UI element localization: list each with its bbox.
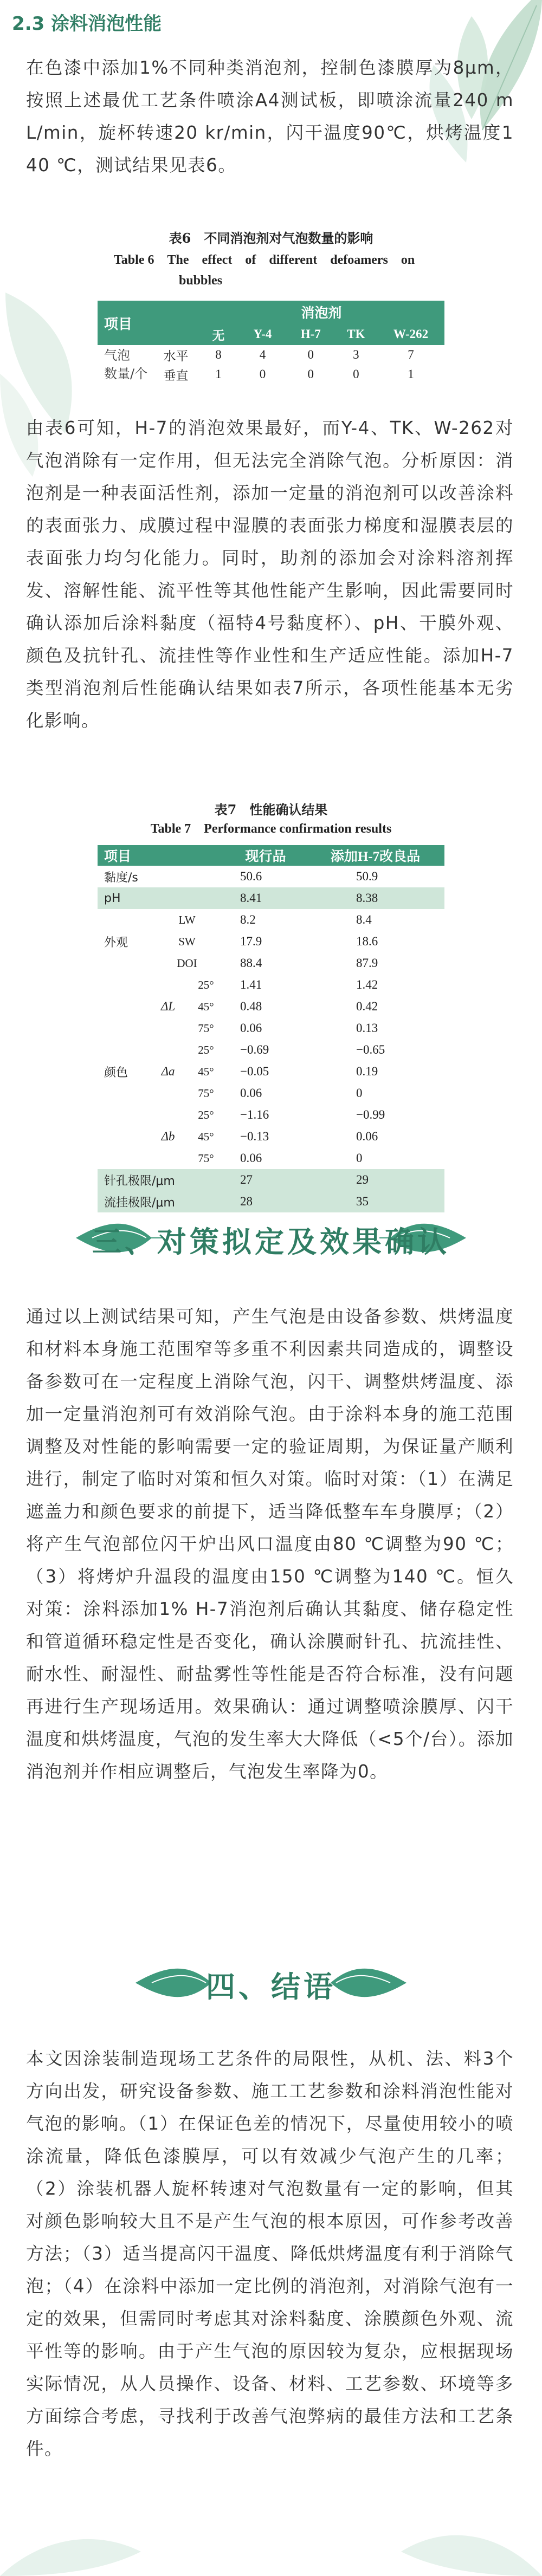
paragraph-2: 由表6可知，H-7的消泡效果最好，而Y-4、TK、W-262对气泡消除有一定作用，但无法完全消除气泡。分析原因：消泡剂是一种表面活性剂，添加一定量的消泡剂可以改善涂料的表面张力、成膜过程中湿膜的表面张力梯度和湿膜表层的表面张力均匀化能力。同时，助剂的添加会对涂料溶剂挥发、溶解性能、流平性等其他性能产生影响，因此需要同时确认添加后涂料黏度（福特4号黏度杯）、pH、干膜外观、颜色及抗针孔、流挂性等作业性和生产适应性能。添加H-7类型消泡剂后性能确认结果如表7所示，各项性能基本无劣化影响。 (26, 418, 514, 731)
table7-improved-value: 0 (356, 1086, 363, 1100)
table7-current-value: −0.69 (240, 1043, 269, 1056)
table7-delta-label: Δb (161, 1130, 175, 1143)
table6-cell: 8 (215, 348, 222, 361)
table6-col: 无 (212, 328, 225, 342)
table7-header-improved: 添加H-7改良品 (330, 849, 421, 864)
table7-delta-label: Δa (161, 1065, 175, 1078)
table6-cell: 4 (259, 348, 266, 361)
table7-label: 针孔极限/μm (104, 1174, 175, 1188)
table6-cell: 0 (353, 367, 359, 381)
table6-col: W-262 (393, 327, 429, 341)
table6-row-label-line1: 气泡 (104, 348, 130, 363)
table7-improved-value: 0 (356, 1151, 363, 1165)
table7-current-value: 8.41 (240, 891, 262, 905)
table6-header-group: 消泡剂 (301, 306, 342, 321)
table6-cell: 0 (259, 367, 266, 381)
table6-cell: 3 (353, 348, 359, 361)
table6-col: Y-4 (253, 327, 272, 341)
table7-current-value: 8.2 (240, 913, 256, 926)
table7-current-value: 0.06 (240, 1151, 262, 1165)
table6-row-label-line2: 数量/个 (104, 366, 148, 381)
table7-group-label: 外观 (104, 936, 128, 950)
paragraph-3: 通过以上测试结果可知，产生气泡是由设备参数、烘烤温度和材料本身施工范围窄等多重不利因素共同造成的，调整设备参数可在一定程度上消除气泡，闪干、调整烘烤温度、添加一定量消泡剂可有效消除气泡。由于涂料本身的施工范围调整及对性能的影响需要一定的验证周期，为保证量产顺利进行，制定了临时对策和恒久对策。临时对策：（1）在满足遮盖力和颜色要求的前提下，适当降低整车车身膜厚；（2）将产生气泡部位闪干炉出风口温度由80 ℃调整为90 ℃；（3）将烤炉升温段的温度由150 ℃调整为140 ℃。恒久对策：涂料添加1% H-7消泡剂后确认其黏度、储存稳定性和管道循环稳定性是否变化，确认涂膜耐针孔、抗流挂性、耐水性、耐湿性、耐盐雾性等性能是否符合标准，没有问题再进行生产现场适用。效果确认：通过调整喷涂膜厚、闪干温度和烘烤温度，气泡的发生率大大降低（<5个/台）。添加消泡剂并作相应调整后，气泡发生率降为0。 (26, 1306, 514, 1782)
table7-row (98, 1169, 444, 1191)
table6-col: TK (347, 327, 365, 341)
table7-angle: 75° (198, 1021, 214, 1035)
paragraph-1: 在色漆中添加1%不同种类消泡剂，控制色漆膜厚为8μm，按照上述最优工艺条件喷涂A4测试板，即喷涂流量240 mL/min，旋杯转速20 kr/min，闪干温度90℃，烘烤温度140 ℃，测试结果见表6。 (26, 57, 514, 176)
heading-3: 三、对策拟定及效果确认 (92, 1224, 450, 1259)
table7-sub-label: SW (178, 935, 196, 948)
table6-sub-label: 垂直 (163, 368, 189, 383)
table6-row-horizontal (98, 345, 444, 365)
section-title: 2.3 涂料消泡性能 (12, 13, 162, 35)
table7-improved-value: 29 (356, 1173, 369, 1186)
table6-cell: 1 (408, 367, 414, 381)
table7-improved-value: 50.9 (356, 870, 378, 883)
table7-angle: 25° (198, 1043, 214, 1056)
heading-4: 四、结语 (206, 1969, 336, 2004)
table7-current-value: 50.6 (240, 870, 262, 883)
table7-current-value: 0.06 (240, 1021, 262, 1035)
table6-cell: 7 (408, 348, 414, 361)
table7-improved-value: 87.9 (356, 956, 378, 970)
table6-caption-en-line2: bubbles (179, 274, 223, 288)
table7-improved-value: 18.6 (356, 935, 378, 948)
table7-current-value: −0.13 (240, 1130, 269, 1143)
table7-current-value: 1.41 (240, 978, 262, 991)
table7-label: pH (104, 891, 121, 905)
table7-improved-value: −0.65 (356, 1043, 385, 1056)
table7-row (98, 887, 444, 909)
table7-angle: 45° (198, 1130, 214, 1143)
table7-current-value: 0.48 (240, 1000, 262, 1013)
table7-row (98, 931, 444, 952)
table7-improved-value: 0.06 (356, 1130, 378, 1143)
table7-current-value: 0.06 (240, 1086, 262, 1100)
table7-group-label: 颜色 (104, 1066, 128, 1080)
table7-delta-label: ΔL (160, 1000, 176, 1013)
table7-header-current: 现行品 (245, 849, 286, 864)
table7-improved-value: 0.13 (356, 1021, 378, 1035)
table6-sub-label: 水平 (163, 349, 189, 364)
table7-row (98, 952, 444, 974)
paragraph-4: 本文因涂装制造现场工艺条件的局限性，从机、法、料3个方向出发，研究设备参数、施工工艺参数和涂料消泡性能对气泡的影响。（1）在保证色差的情况下，尽量使用较小的喷涂流量，降低色漆膜厚，可以有效减少气泡产生的几率；（2）涂装机器人旋杯转速对气泡数量有一定的影响，但其对颜色影响较大且不是产生气泡的根本原因，可作参考改善方法；（3）适当提高闪干温度、降低烘烤温度有利于消除气泡；（4）在涂料中添加一定比例的消泡剂，对消除气泡有一定的效果，但需同时考虑其对涂料黏度、涂膜颜色外观、流平性等的影响。由于产生气泡的原因较为复杂，应根据现场实际情况，从人员操作、设备、材料、工艺参数、环境等多方面综合考虑，寻找利于改善气泡弊病的最佳方法和工艺条件。 (26, 2048, 514, 2459)
table7-improved-value: 0.19 (356, 1065, 378, 1078)
table7-current-value: 88.4 (240, 956, 262, 970)
table7-row (98, 909, 444, 931)
table7-row (98, 866, 444, 887)
table7-improved-value: 8.38 (356, 891, 378, 905)
table7-angle: 75° (198, 1086, 214, 1100)
table7-angle: 25° (198, 978, 214, 991)
table7-caption-cn: 表7 性能确认结果 (214, 802, 328, 817)
table7-current-value: 27 (240, 1173, 253, 1186)
table6-cell: 1 (215, 367, 222, 381)
table7-caption-en: Table 7 Performance confirmation results (150, 822, 392, 836)
table7-improved-value: 0.42 (356, 1000, 378, 1013)
table6-caption-cn: 表6 不同消泡剂对气泡数量的影响 (169, 230, 373, 246)
table7-improved-value: 35 (356, 1195, 369, 1208)
table7-label: 黏度/s (104, 871, 138, 885)
table7-current-value: 17.9 (240, 935, 262, 948)
table7-improved-value: 8.4 (356, 913, 372, 926)
table7-angle: 45° (198, 1065, 214, 1078)
table6-header-row (98, 301, 444, 323)
table6-caption-en-line1: Table 6 The effect of different defoamers on (114, 253, 415, 267)
table7-improved-value: −0.99 (356, 1108, 385, 1121)
table7-improved-value: 1.42 (356, 978, 378, 991)
table7-header-item: 项目 (104, 849, 132, 864)
table7-label: 流挂极限/μm (104, 1196, 175, 1210)
table7-sub-label: LW (178, 913, 196, 926)
table7-current-value: 28 (240, 1195, 253, 1208)
table6-row-label (98, 345, 153, 384)
table7-row (98, 1039, 444, 1061)
table6-col: H-7 (300, 327, 321, 341)
table-6 (98, 301, 444, 384)
table7-current-value: −0.05 (240, 1065, 269, 1078)
leaf-decoration-bottom (0, 2470, 542, 2576)
table7-row (98, 1104, 444, 1126)
table6-header-item: 项目 (104, 316, 133, 332)
table6-cell: 0 (307, 348, 314, 361)
table7-current-value: −1.16 (240, 1108, 269, 1121)
table7-row (98, 974, 444, 996)
table7-angle: 45° (198, 1000, 214, 1013)
table7-sub-label: DOI (177, 956, 197, 970)
table6-cell: 0 (307, 367, 314, 381)
table7-angle: 25° (198, 1108, 214, 1121)
table-7 (98, 845, 444, 1212)
table7-header-row (98, 845, 444, 866)
table7-angle: 75° (198, 1151, 214, 1165)
